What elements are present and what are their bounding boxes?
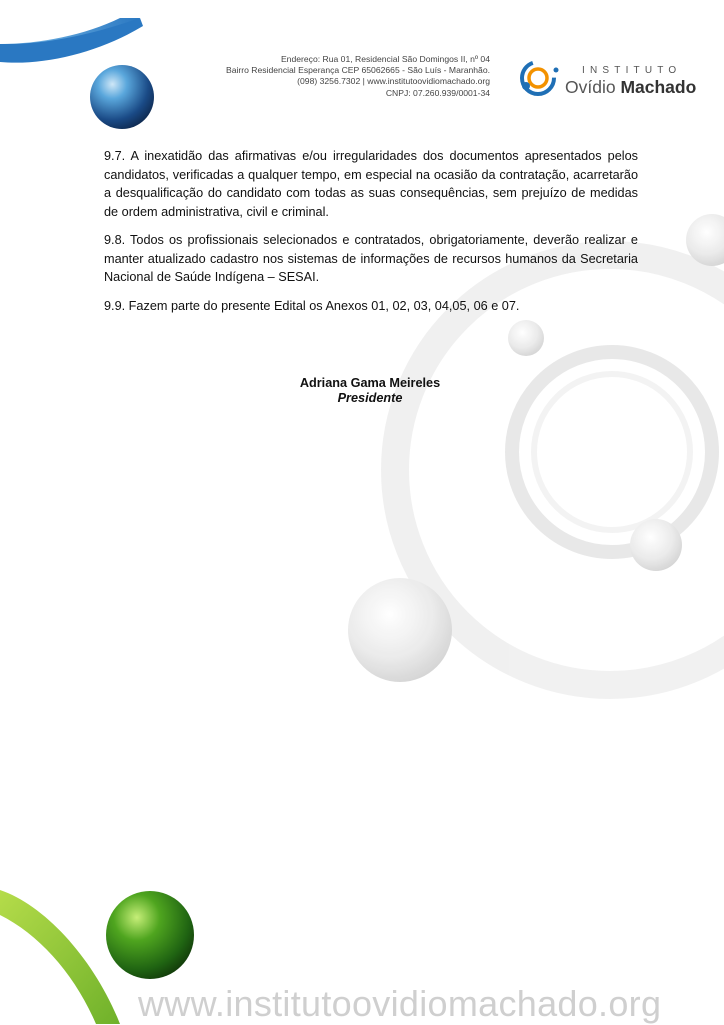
document-body: [104, 147, 638, 325]
institute-logo-mark-icon: [516, 56, 560, 100]
signatory-role: Presidente: [337, 391, 403, 405]
logo-name: [565, 77, 696, 98]
address-line: Bairro Residencial Esperança CEP 65062665 - São Luís - Maranhão.: [225, 65, 490, 76]
paragraph-9-9: 9.9. Fazem parte do presente Edital os Anexos 01, 02, 03, 04,05, 06 e 07.: [104, 298, 520, 313]
footer-website: www.institutoovidiomachado.org: [138, 983, 662, 1024]
paragraph-9-7: 9.7. A inexatidão das afirmativas e/ou irregularidades dos documentos apresentados pelos candidatos, verificadas a qualquer tempo, em especial na ocasião da contratação, acarretarão a desqualificação do candidato com todas as suas consequências, sem prejuízo de medidas de ordem administrativa, civil e criminal.: [104, 149, 638, 219]
phone-website-line: (098) 3256.7302 | www.institutoovidiomachado.org: [297, 76, 490, 87]
header-address: [226, 54, 490, 99]
blue-sphere-arc-decoration: [0, 18, 154, 129]
logo-instituto-text: INSTITUTO: [582, 65, 682, 76]
logo-name-bold: Machado: [620, 77, 697, 97]
paragraph-9-8: 9.8. Todos os profissionais selecionados e contratados, obrigatoriamente, deverão realizar e manter atualizado cadastro nos sistemas de informações de recursos humanos da Secretaria Nacional de Saúde Indígena – SESAI.: [104, 233, 638, 284]
institute-logo: [516, 56, 696, 100]
address-line: Endereço: Rua 01, Residencial São Domingos II, nº 04: [280, 54, 490, 64]
logo-name-regular: Ovídio: [565, 77, 621, 97]
signature-block: [200, 376, 540, 406]
signatory-name: Adriana Gama Meireles: [299, 376, 441, 390]
cnpj-line: CNPJ: 07.260.939/0001-34: [385, 87, 490, 98]
